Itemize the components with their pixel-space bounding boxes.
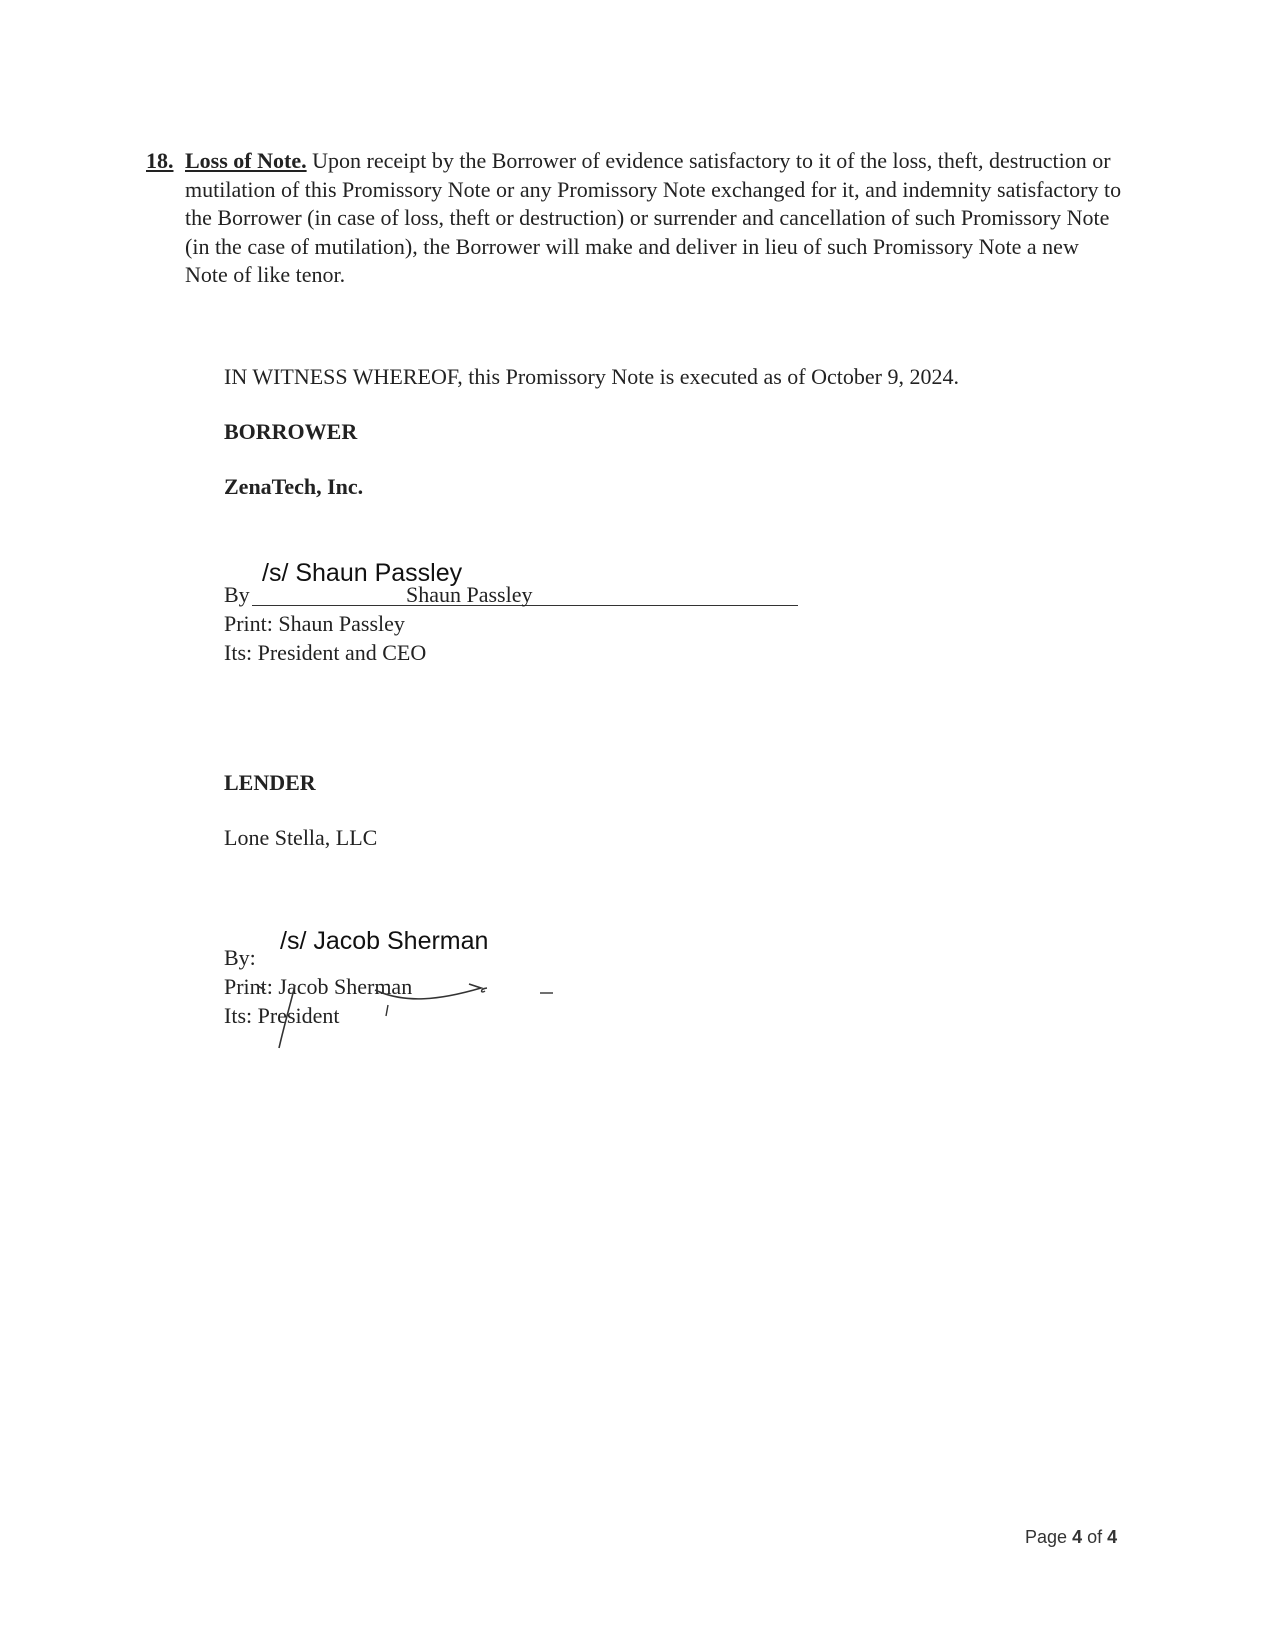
borrower-print-line: Print: Shaun Passley (224, 611, 405, 636)
section-text: Upon receipt by the Borrower of evidence satisfactory to it of the loss, theft, destruction or mutilation of this Promissory Note or any Promissory Note exchanged for it, and indemnity satisfactory to the Borrower (in case of loss, theft or destruction) or surrender and cancellation of such Promissory Note (in the case of mutilation), the Borrower will make and deliver in lieu of such Promissory Note a new Note of like tenor. (185, 148, 1122, 287)
current-page: 4 (1072, 1527, 1083, 1547)
borrower-label: BORROWER (224, 419, 358, 444)
section-18-paragraph (185, 147, 1126, 290)
lender-its-line: Its: President (224, 1003, 340, 1028)
section-heading: Loss of Note. (185, 148, 307, 173)
borrower-company: ZenaTech, Inc. (224, 474, 364, 499)
page-word: Page (1025, 1527, 1068, 1547)
lender-label: LENDER (224, 770, 316, 795)
lender-print-line: Print: Jacob Sherman (224, 974, 413, 999)
total-pages: 4 (1107, 1527, 1118, 1547)
handwritten-signature-mark (255, 950, 575, 1060)
witness-statement: IN WITNESS WHEREOF, this Promissory Note is executed as of October 9, 2024. (224, 364, 959, 389)
section-number: 18. (146, 148, 174, 173)
borrower-by-name: Shaun Passley (406, 582, 533, 607)
section-18 (146, 147, 1126, 290)
borrower-electronic-signature: /s/ Shaun Passley (262, 559, 463, 587)
lender-electronic-signature: /s/ Jacob Sherman (280, 927, 489, 955)
page-number (1025, 1527, 1117, 1548)
of-word: of (1087, 1527, 1103, 1547)
lender-by-label: By: (224, 945, 256, 970)
borrower-by-label: By (224, 582, 250, 607)
lender-company: Lone Stella, LLC (224, 825, 378, 850)
borrower-its-line: Its: President and CEO (224, 640, 427, 665)
